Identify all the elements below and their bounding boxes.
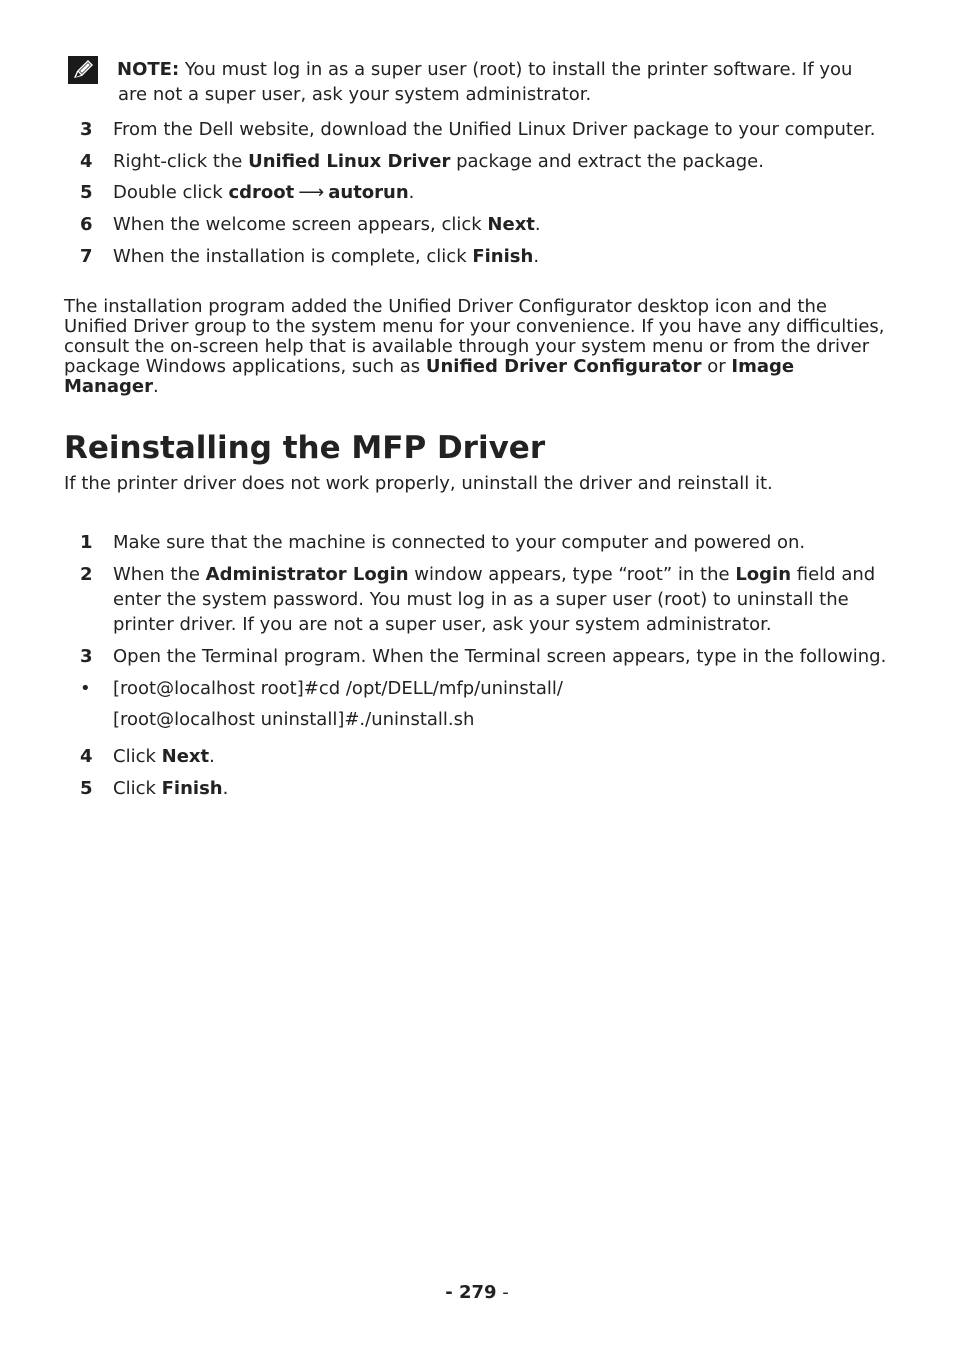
arrow-right-icon: ⟶ (298, 182, 325, 203)
step-text: When the welcome screen appears, click Next. (113, 214, 541, 235)
section-heading: Reinstalling the MFP Driver (64, 430, 546, 466)
command-line: [root@localhost uninstall]#./uninstall.sh (113, 709, 475, 730)
step-number: 4 (80, 151, 93, 172)
body-paragraph: The installation program added the Unified Driver Configurator desktop icon and the Unified Driver group to the system menu for your convenience. If you have any difficulties, consult the on-screen help that is available through your system menu or from the driver package Windows applications, such as Unified Driver Configurator or Image Manager. (64, 296, 885, 397)
step-number: 3 (80, 646, 93, 667)
note-body: You must log in as a super user (root) to install the printer software. If you (179, 59, 853, 80)
step-number: 1 (80, 532, 93, 553)
step-text: Open the Terminal program. When the Terminal screen appears, type in the following. (113, 646, 887, 667)
step-number: 5 (80, 778, 93, 799)
note-text (117, 57, 907, 107)
step-text: From the Dell website, download the Unified Linux Driver package to your computer. (113, 119, 876, 140)
step-text: Click Finish. (113, 778, 229, 799)
command-line: [root@localhost root]#cd /opt/DELL/mfp/uninstall/ (113, 678, 563, 699)
step-number: 4 (80, 746, 93, 767)
page-number: - 279 - (445, 1282, 509, 1303)
step-text: When the installation is complete, click Finish. (113, 246, 540, 267)
step-number: 6 (80, 214, 93, 235)
step-text: Click Next. (113, 746, 215, 767)
step-number: 5 (80, 182, 93, 203)
step-text: Make sure that the machine is connected to your computer and powered on. (113, 532, 806, 553)
step-number: 2 (80, 564, 93, 585)
step-text: When the Administrator Login window appears, type “root” in the Login field and enter the system password. You must log in as a super user (root) to uninstall the printer driver. If you are not a super user, ask your system administrator. (113, 564, 876, 635)
step-number: 7 (80, 246, 93, 267)
step-text: Right-click the Unified Linux Driver package and extract the package. (113, 151, 764, 172)
section-intro: If the printer driver does not work properly, uninstall the driver and reinstall it. (64, 473, 773, 494)
note-body-line2: are not a super user, ask your system administrator. (118, 84, 592, 105)
step-number: 3 (80, 119, 93, 140)
bullet-icon: • (80, 678, 91, 699)
note-label: NOTE: (117, 59, 180, 80)
note-pencil-icon (68, 56, 98, 84)
step-text: Double click cdroot ⟶ autorun. (113, 182, 415, 203)
